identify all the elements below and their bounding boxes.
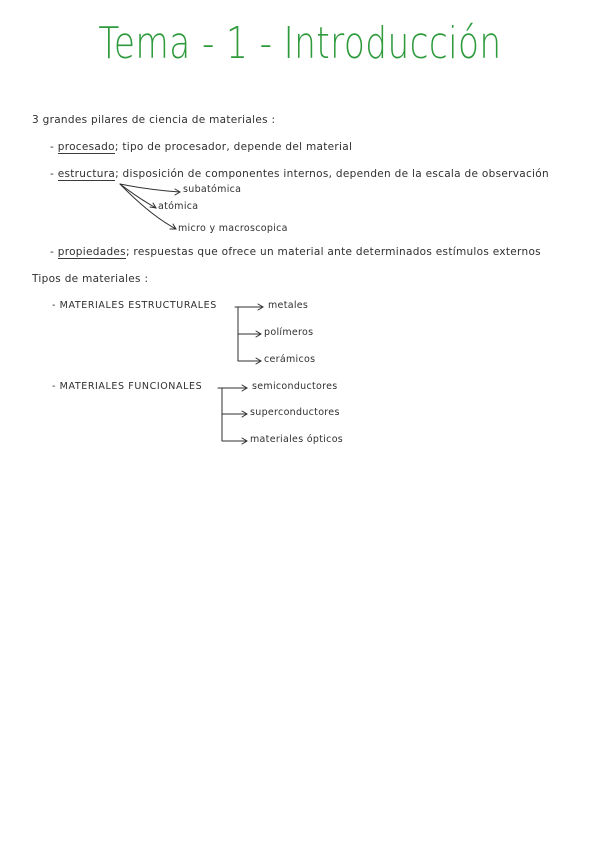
bullet-estructura [50,168,549,180]
arrowhead-ceramicos [256,358,261,364]
structural-item-ceramicos: cerámicos [264,354,316,365]
functional-bracket [218,388,246,441]
propiedades-description: ; respuestas que ofrece un material ante determinados estímulos externos [125,246,541,258]
functional-item-opticos: materiales ópticos [250,434,344,445]
scale-subatomica: subatómica [183,184,242,195]
arrowhead-polimeros [256,331,261,337]
estructura-description: ; disposición de componentes internos, dependen de la escala de observación [115,168,549,180]
functional-label-text: MATERIALES FUNCIONALES [59,381,203,392]
page-title: Tema - 1 - Introducción [98,18,502,69]
arrow-subatomica [120,184,180,192]
term-estructura: estructura [57,168,116,180]
types-heading: Tipos de materiales : [32,273,149,285]
functional-item-semiconductores: semiconductores [252,381,338,392]
arrowhead-metales [258,304,263,310]
arrow-subatomica-head [175,189,180,195]
procesado-description: ; tipo de procesador, depende del material [114,141,353,153]
bullet-propiedades [50,246,541,258]
structural-bracket [235,307,262,361]
dash: - [50,141,55,153]
structural-item-polimeros: polímeros [264,327,314,338]
scale-micro-macro: micro y macroscopica [178,223,288,234]
structural-item-metales: metales [268,300,309,311]
term-procesado: procesado [57,141,115,153]
scale-atomica: atómica [158,201,199,212]
arrow-micro-head [170,224,176,229]
functional-item-superconductores: superconductores [250,407,340,418]
arrow-atomica [120,184,156,208]
arrowhead-superconductores [242,411,247,417]
arrowhead-opticos [242,438,247,444]
term-propiedades: propiedades [57,246,126,258]
structural-label [52,300,217,311]
arrowhead-semiconductores [242,385,247,391]
dash: - [52,300,57,311]
arrow-atomica-head [150,203,156,208]
bullet-procesado [50,141,352,153]
dash: - [50,168,55,180]
dash: - [52,381,57,392]
structural-label-text: MATERIALES ESTRUCTURALES [59,300,217,311]
intro-line: 3 grandes pilares de ciencia de materiales : [32,114,276,126]
dash: - [50,246,55,258]
functional-label [52,381,202,392]
